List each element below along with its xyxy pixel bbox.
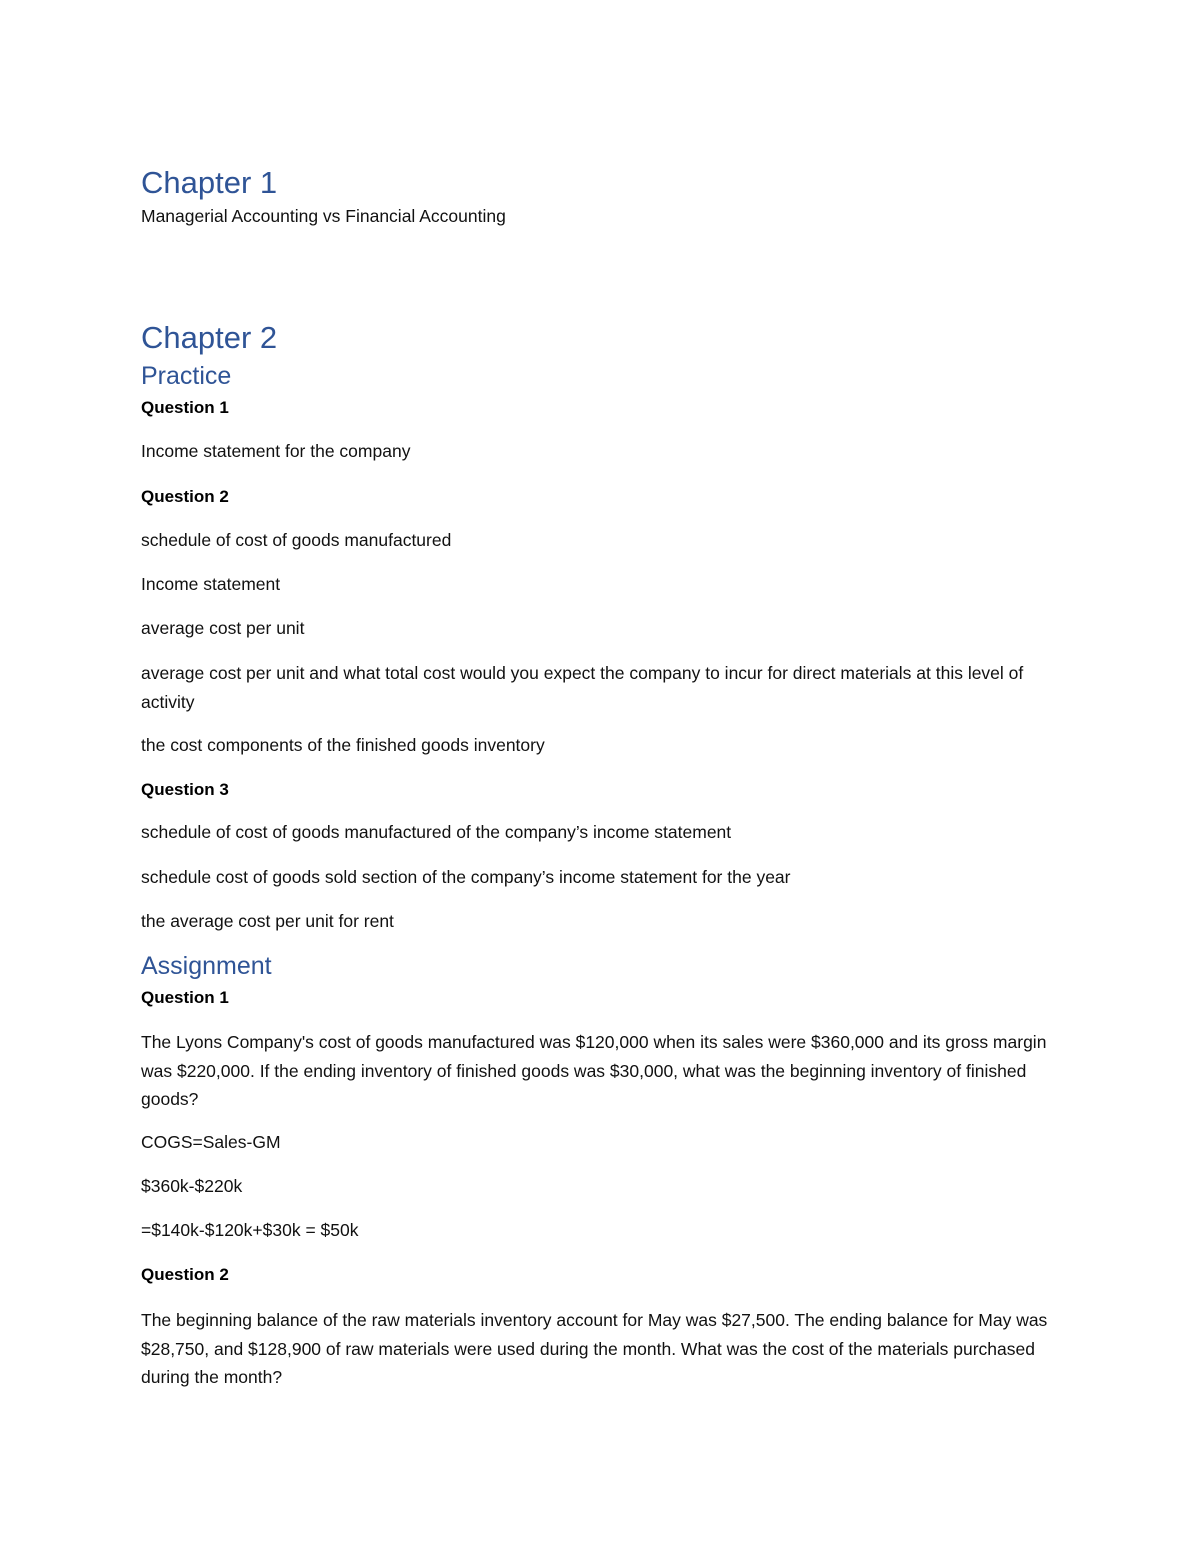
practice-q2-line: average cost per unit [141,618,305,638]
assignment-question-1-label: Question 1 [141,988,229,1007]
assignment-q1-work-line: =$140k-$120k+$30k = $50k [141,1220,359,1240]
practice-q3-line: schedule cost of goods sold section of the company’s income statement for the year [141,867,791,887]
practice-q2-line: the cost components of the finished goods inventory [141,735,545,755]
assignment-q1-text: The Lyons Company's cost of goods manufactured was $120,000 when its sales were $360,000 and its gross margin was $220,000. If the ending inventory of finished goods was $30,000, what was the beginning inventory of finished goods? [141,1032,1047,1109]
assignment-q1-work-line: COGS=Sales-GM [141,1132,281,1152]
assignment-heading: Assignment [141,952,272,980]
practice-q2-line: average cost per unit and what total cost would you expect the company to incur for direct materials at this level of activity [141,663,1024,712]
practice-q2-line: schedule of cost of goods manufactured [141,530,452,550]
practice-question-3-label: Question 3 [141,780,229,799]
assignment-q2-text: The beginning balance of the raw materials inventory account for May was $27,500. The ending balance for May was $28,750, and $128,900 of raw materials were used during the month. What was the cost of the materials purchased during the month? [141,1310,1048,1387]
practice-q2-line: Income statement [141,574,281,594]
practice-question-1-label: Question 1 [141,398,229,417]
assignment-q1-work-line: $360k-$220k [141,1176,243,1196]
chapter-1-subtitle: Managerial Accounting vs Financial Accounting [141,206,506,226]
assignment-question-2-label: Question 2 [141,1265,229,1284]
practice-q1-line: Income statement for the company [141,441,411,461]
practice-question-2-label: Question 2 [141,487,229,506]
chapter-2-heading: Chapter 2 [141,320,278,355]
practice-q3-line: the average cost per unit for rent [141,911,394,931]
practice-heading: Practice [141,362,232,390]
chapter-1-heading: Chapter 1 [141,165,278,200]
practice-q3-line: schedule of cost of goods manufactured of the company’s income statement [141,822,732,842]
